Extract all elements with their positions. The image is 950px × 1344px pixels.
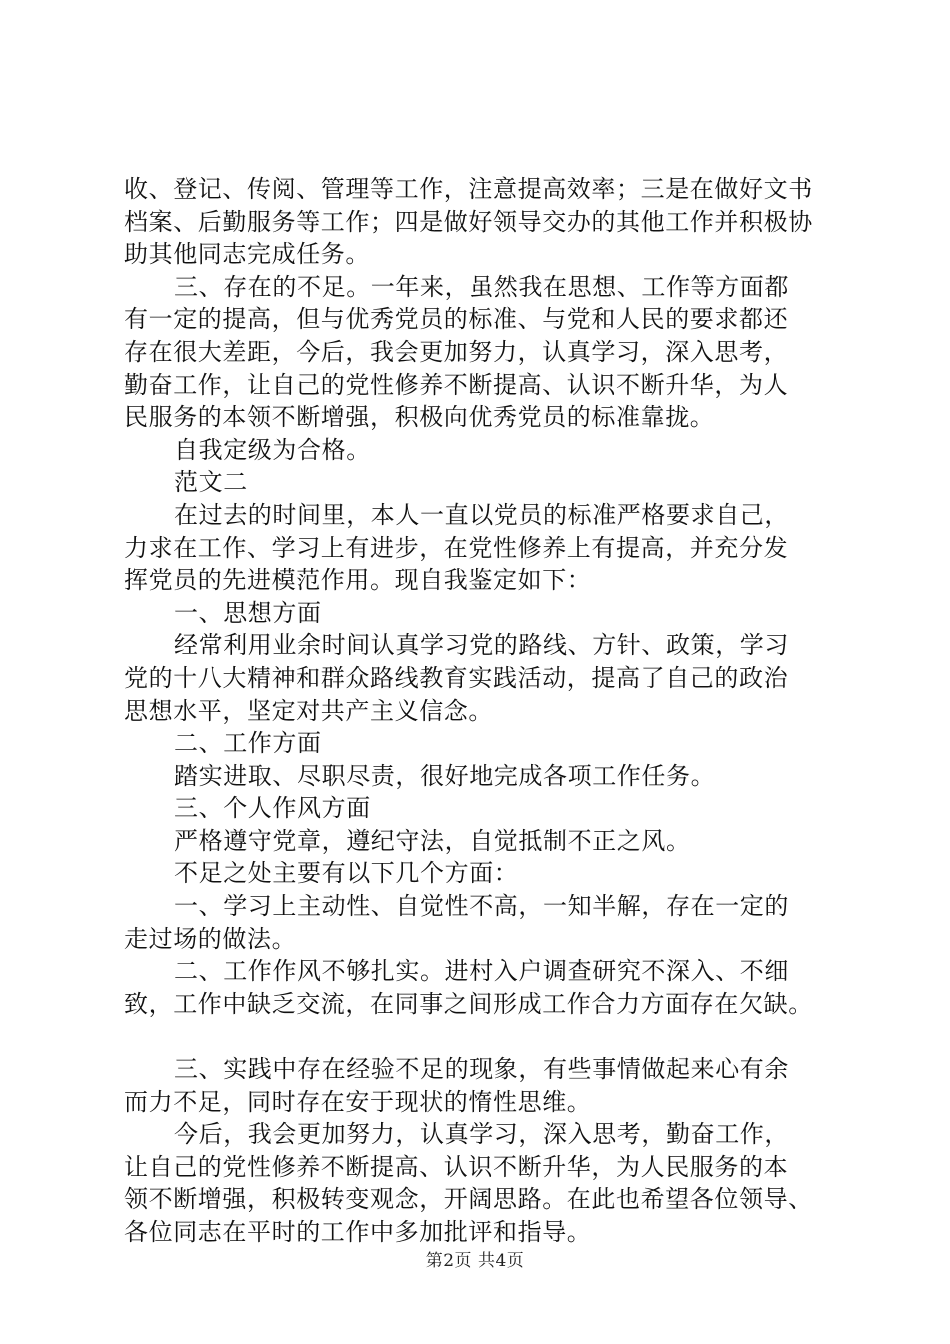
- text-line: 档案、后勤服务等工作；四是做好领导交办的其他工作并积极协: [124, 207, 813, 236]
- page-number-footer: 第2页 共4页: [425, 1251, 525, 1271]
- text-line: 民服务的本领不断增强，积极向优秀党员的标准靠拢。: [124, 403, 715, 432]
- text-line: 思想水平，坚定对共产主义信念。: [124, 696, 493, 725]
- self-rating-line: 自我定级为合格。: [174, 435, 371, 464]
- text-line: 挥党员的先进模范作用。现自我鉴定如下：: [124, 566, 592, 595]
- text-line: 有一定的提高，但与优秀党员的标准、与党和人民的要求都还: [124, 305, 789, 334]
- text-line: 让自己的党性修养不断提高、认识不断升华，为人民服务的本: [124, 1152, 789, 1181]
- subheading-line: 二、工作方面: [174, 729, 322, 758]
- blank-line: [124, 1020, 836, 1053]
- section-heading: 范文二: [174, 468, 248, 497]
- text-line: 党的十八大精神和群众路线教育实践活动，提高了自己的政治: [124, 663, 789, 692]
- paragraph-start-line: 经常利用业余时间认真学习党的路线、方针、政策，学习: [174, 631, 789, 660]
- text-line: 走过场的做法。: [124, 924, 297, 953]
- subheading-line: 三、个人作风方面: [174, 794, 371, 823]
- text-line: 收、登记、传阅、管理等工作，注意提高效率；三是在做好文书: [124, 175, 813, 203]
- text-line: 勤奋工作，让自己的党性修养不断提高、认识不断升华，为人: [124, 370, 789, 399]
- text-line: 领不断增强，积极转变观念，开阔思路。在此也希望各位领导、: [124, 1185, 813, 1214]
- text-line: 各位同志在平时的工作中多加批评和指导。: [124, 1218, 592, 1246]
- text-line: 力求在工作、学习上有进步，在党性修养上有提高，并充分发: [124, 533, 789, 562]
- paragraph-start-line: 踏实进取、尽职尽责，很好地完成各项工作任务。: [174, 761, 716, 790]
- text-line: 助其他同志完成任务。: [124, 240, 370, 269]
- paragraph-start-line: 今后，我会更加努力，认真学习，深入思考，勤奋工作，: [174, 1120, 789, 1149]
- text-line: 存在很大差距，今后，我会更加努力，认真学习，深入思考，: [124, 337, 789, 366]
- paragraph-start-line: 在过去的时间里，本人一直以党员的标准严格要求自己，: [174, 500, 789, 529]
- paragraph-start-line: 严格遵守党章，遵纪守法，自觉抵制不正之风。: [174, 826, 691, 855]
- subheading-line: 一、思想方面: [174, 598, 322, 627]
- paragraph-start-line: 二、工作作风不够扎实。进村入户调查研究不深入、不细: [174, 957, 789, 986]
- paragraph-start-line: 不足之处主要有以下几个方面：: [174, 859, 519, 888]
- document-body: [124, 173, 836, 1249]
- text-line: 致，工作中缺乏交流，在同事之间形成工作合力方面存在欠缺。: [124, 989, 813, 1018]
- paragraph-start-line: 三、实践中存在经验不足的现象，有些事情做起来心有余: [174, 1055, 789, 1084]
- paragraph-start-line: 一、学习上主动性、自觉性不高，一知半解，存在一定的: [174, 892, 789, 921]
- paragraph-start-line: 三、存在的不足。一年来，虽然我在思想、工作等方面都: [174, 272, 789, 301]
- text-line: 而力不足，同时存在安于现状的惰性思维。: [124, 1087, 592, 1116]
